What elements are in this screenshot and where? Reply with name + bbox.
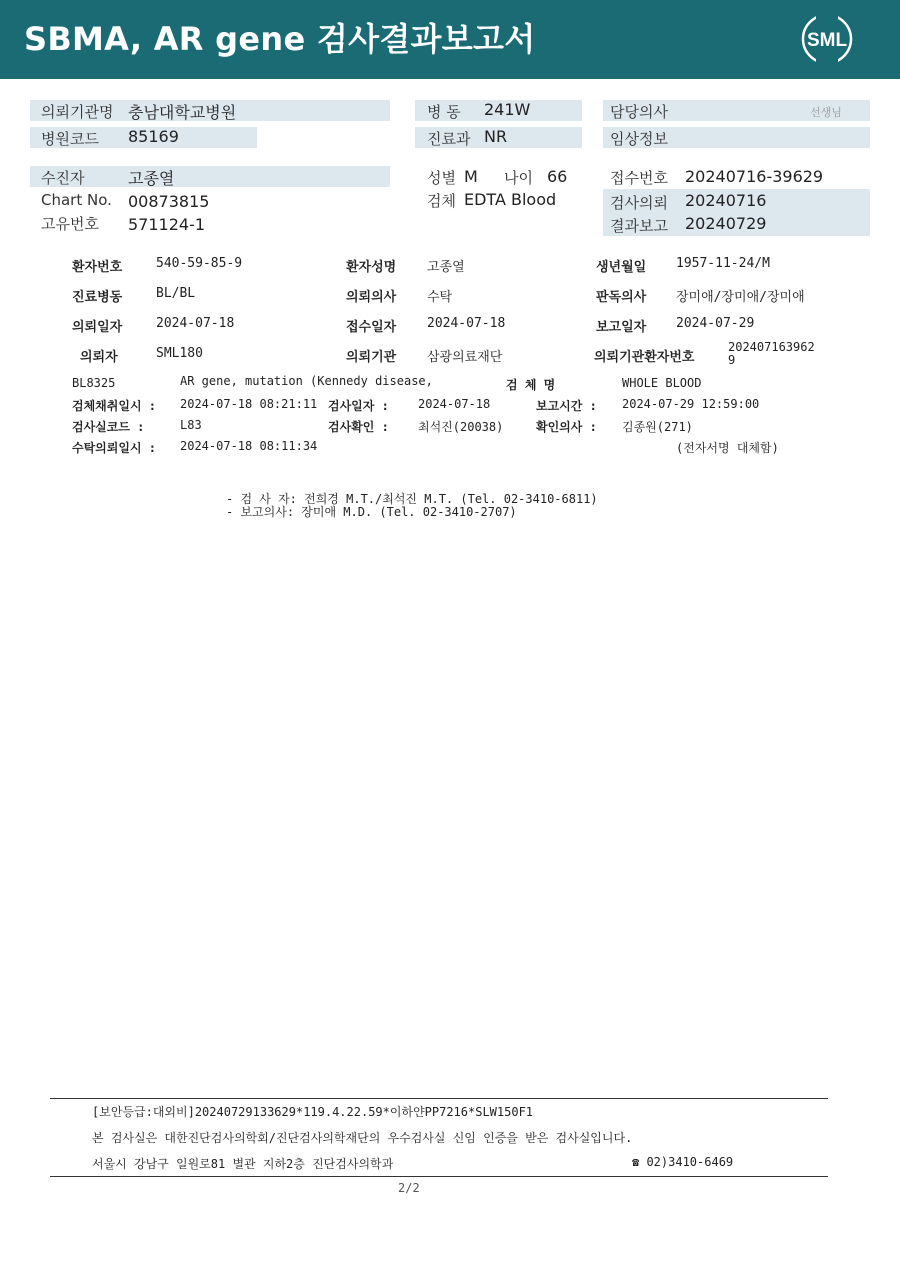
report-label: 결과보고 [610, 217, 668, 235]
rep-date-label: 보고일자 [596, 320, 647, 335]
req-doc-label: 의뢰의사 [346, 290, 397, 305]
requester-label: 의뢰자 [80, 350, 118, 365]
page-number: 2/2 [398, 1181, 420, 1195]
record-ward-label: 진료병동 [72, 290, 123, 305]
room-label: 검사실코드 : [72, 420, 145, 434]
sex-value: M [464, 167, 478, 186]
ward-value: 241W [484, 100, 531, 119]
test-specimen-value: WHOLE BLOOD [622, 376, 702, 390]
pid-value: 540-59-85-9 [156, 256, 243, 271]
age-value: 66 [547, 167, 568, 186]
req-date-value: 2024-07-18 [156, 316, 235, 331]
dept-label: 진료과 [427, 130, 471, 148]
unique-value: 571124-1 [128, 215, 206, 234]
rep-date-value: 2024-07-29 [676, 316, 755, 331]
reader-label: 판독의사 [596, 290, 647, 305]
requester-value: SML180 [156, 346, 203, 361]
dob-value: 1957-11-24/M [676, 256, 770, 271]
phone-line: ☎ 02)3410-6469 [632, 1155, 734, 1169]
specimen-value: EDTA Blood [464, 190, 557, 209]
doctor-suffix: 선생님 [810, 106, 842, 119]
report-title: SBMA, AR gene 검사결과보고서 [24, 20, 536, 58]
logo-text: SML [806, 30, 848, 51]
record-ward-value: BL/BL [156, 286, 196, 301]
request-value: 20240716 [685, 191, 767, 210]
report-header [0, 0, 900, 79]
reader-value: 장미애/장미애/장미애 [676, 290, 805, 305]
chart-value: 00873815 [128, 192, 210, 211]
req-pid-value-2: 9 [728, 353, 736, 367]
test-specimen-label: 검 체 명 [506, 378, 556, 392]
sex-label: 성별 [427, 169, 456, 187]
doctor-label: 담당의사 [610, 103, 668, 121]
room-value: L83 [180, 418, 202, 432]
patient-value: 고종열 [128, 169, 175, 188]
confirm-doc-label: 확인의사 : [536, 420, 597, 434]
confirm-value: 최석진(20038) [418, 420, 504, 434]
rec-date-value: 2024-07-18 [427, 316, 506, 331]
req-inst-label: 의뢰기관 [346, 350, 397, 365]
report-time-label: 보고시간 : [536, 399, 597, 413]
test-code: BL8325 [72, 376, 116, 390]
staff-line-2: - 보고의사: 장미애 M.D. (Tel. 02-3410-2707) [226, 505, 517, 519]
dept-value: NR [484, 127, 508, 146]
receipt-value: 20240716-39629 [685, 167, 824, 186]
trust-value: 2024-07-18 08:11:34 [180, 439, 318, 453]
hospital-code-value: 85169 [128, 127, 179, 146]
institution-label: 의뢰기관명 [41, 103, 114, 121]
pid-label: 환자번호 [72, 260, 123, 275]
req-pid-value-1: 202407163962 [728, 340, 815, 354]
clinical-label: 임상정보 [610, 130, 668, 148]
age-label: 나이 [504, 169, 533, 187]
confirm-doc-value: 김종원(271) [622, 420, 693, 434]
req-date-label: 의뢰일자 [72, 320, 123, 335]
report-value: 20240729 [685, 214, 767, 233]
confirm-label: 검사확인 : [328, 420, 389, 434]
security-line: [보안등급:대외비]20240729133629*119.4.22.59*이하얀PP7216*SLW150F1 [92, 1105, 534, 1119]
chart-label: Chart No. [41, 191, 112, 209]
esign-note: (전자서명 대체함) [676, 441, 779, 455]
patient-label: 수진자 [41, 169, 85, 187]
ward-label: 병 동 [427, 103, 461, 121]
staff-line-1: - 검 사 자: 전희경 M.T./최석진 M.T. (Tel. 02-3410-6811) [226, 492, 598, 506]
unique-label: 고유번호 [41, 215, 99, 233]
certification-line: 본 검사실은 대한진단검사의학회/진단검사의학재단의 우수검사실 신임 인증을 받은 검사실입니다. [92, 1131, 633, 1145]
trust-label: 수탁의뢰일시 : [72, 441, 157, 455]
report-time-value: 2024-07-29 12:59:00 [622, 397, 760, 411]
pname-value: 고종열 [427, 260, 465, 275]
hospital-code-label: 병원코드 [41, 130, 99, 148]
test-date-value: 2024-07-18 [418, 397, 491, 411]
collect-label: 검체채취일시 : [72, 399, 157, 413]
request-label: 검사의뢰 [610, 194, 668, 212]
footer-top-rule [50, 1098, 828, 1099]
footer-bottom-rule [50, 1176, 828, 1177]
sml-logo [800, 12, 854, 66]
address-line: 서울시 강남구 일원로81 별관 지하2층 진단검사의학과 [92, 1157, 394, 1171]
test-date-label: 검사일자 : [328, 399, 389, 413]
test-name: AR gene, mutation (Kennedy disease, [180, 374, 433, 388]
collect-value: 2024-07-18 08:21:11 [180, 397, 318, 411]
req-pid-label: 의뢰기관환자번호 [594, 350, 695, 365]
institution-value: 충남대학교병원 [128, 103, 237, 122]
rec-date-label: 접수일자 [346, 320, 397, 335]
req-doc-value: 수탁 [427, 290, 453, 305]
pname-label: 환자성명 [346, 260, 397, 275]
specimen-label: 검체 [427, 192, 456, 210]
receipt-label: 접수번호 [610, 169, 668, 187]
dob-label: 생년월일 [596, 260, 647, 275]
req-inst-value: 삼광의료재단 [427, 350, 503, 365]
